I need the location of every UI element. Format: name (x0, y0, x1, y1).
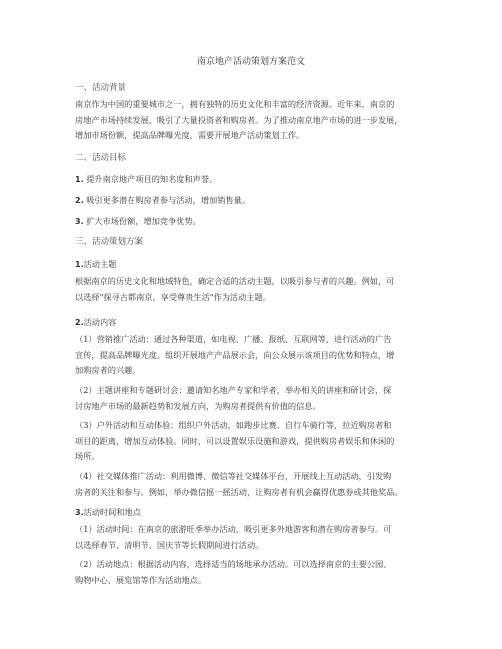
subsection-number: 2. (75, 318, 84, 327)
goal-item (75, 194, 250, 207)
time-paragraph (75, 522, 435, 553)
goal-number: 1. (75, 175, 84, 184)
goal-text: 吸引更多潜在购房者参与活动，增加销售量。 (83, 195, 250, 205)
text-line: 增加市场份额，提高品牌曝光度，需要开展地产活动策划工作。 (75, 130, 305, 140)
subsection-label: 活动内容 (83, 317, 117, 327)
text-line: 项目的距离，增加互动体验。同时，可以设置娱乐设施和游戏，提供购房者娱乐和休闲的 (75, 435, 395, 446)
text-line: 讨房地产市场的最新趋势和发展方向，为购房者提供有价值的信息。 (75, 400, 321, 411)
goal-item (75, 173, 217, 186)
place-paragraph (75, 557, 435, 588)
text-line: 房者的关注和参与。例如，举办微信摇一摇活动，让购房者有机会赢得优惠券或其他奖品。 (75, 486, 403, 497)
text-line: （1）活动时间：在南京的旅游旺季举办活动，吸引更多外地游客和潜在购房者参与。可 (75, 524, 392, 534)
section-heading-goals: 二、活动目标 (75, 153, 127, 163)
section-heading-background: 一、活动背景 (75, 83, 127, 93)
text-line: （2）主题讲座和专题研讨会：邀请知名地产专家和学者，举办相关的讲座和研讨会，探 (75, 385, 392, 395)
text-line: 宣传，提高品牌曝光度。组织开展地产产品展示会，向公众展示该项目的优势和特点，增 (75, 349, 395, 360)
subsection-label: 活动时间和地点 (83, 507, 141, 517)
subsection-number: 3. (75, 508, 84, 517)
text-line: 以选择"探寻古都南京，享受尊贵生活"作为活动主题。 (75, 291, 271, 302)
text-line: （4）社交媒体推广活动：利用微博、微信等社交媒体平台，开展线上互动活动，引发购 (75, 471, 392, 481)
document-title: 南京地产活动策划方案范文 (196, 57, 305, 67)
text-line: 根据南京的历史文化和地域特色，确定合适的活动主题，以吸引参与者的兴趣。例如，可 (75, 276, 395, 286)
text-line: 以选择春节、清明节、国庆节等长假期间进行活动。 (75, 539, 264, 550)
subsection-number: 1. (75, 260, 84, 269)
goal-number: 2. (75, 196, 84, 205)
background-paragraph (75, 97, 435, 144)
subsection-content-heading (75, 316, 116, 329)
text-line: （2）活动地点：根据活动内容，选择适当的场地承办活动。可以选择南京的主要公园、 (75, 559, 392, 569)
content-paragraph-3 (75, 418, 435, 465)
text-line: （3）户外活动和互动体验：组织户外活动，如跑步比赛、自行车骑行等，拉近购房者和 (75, 420, 392, 430)
content-paragraph-4 (75, 469, 435, 500)
text-line: 南京作为中国的重要城市之一，拥有独特的历史文化和丰富的经济资源。近年来，南京的 (75, 99, 395, 109)
goal-text: 提升南京地产项目的知名度和声誉。 (83, 174, 218, 184)
subsection-theme-heading (75, 258, 116, 271)
theme-paragraph (75, 274, 435, 305)
section-heading-plan: 三、活动策划方案 (75, 237, 144, 247)
goal-number: 3. (75, 217, 84, 226)
goal-text: 扩大市场份额，增加竞争优势。 (83, 216, 201, 226)
content-paragraph-2 (75, 383, 435, 414)
subsection-time-place-heading (75, 506, 141, 519)
text-line: （1）营销推广活动：通过各种渠道，如电视、广播、报纸、互联网等，进行活动的广告 (75, 334, 392, 344)
subsection-label: 活动主题 (83, 259, 117, 269)
text-line: 加购房者的兴趣。 (75, 365, 141, 375)
text-line: 房地产市场持续发展，吸引了大量投资者和购房者。为了推动南京地产市场的进一步发展， (75, 114, 403, 125)
content-paragraph-1 (75, 332, 435, 379)
text-line: 购物中心、展览馆等作为活动地点。 (75, 574, 207, 585)
text-line: 场所。 (75, 451, 100, 461)
goal-item (75, 215, 201, 228)
